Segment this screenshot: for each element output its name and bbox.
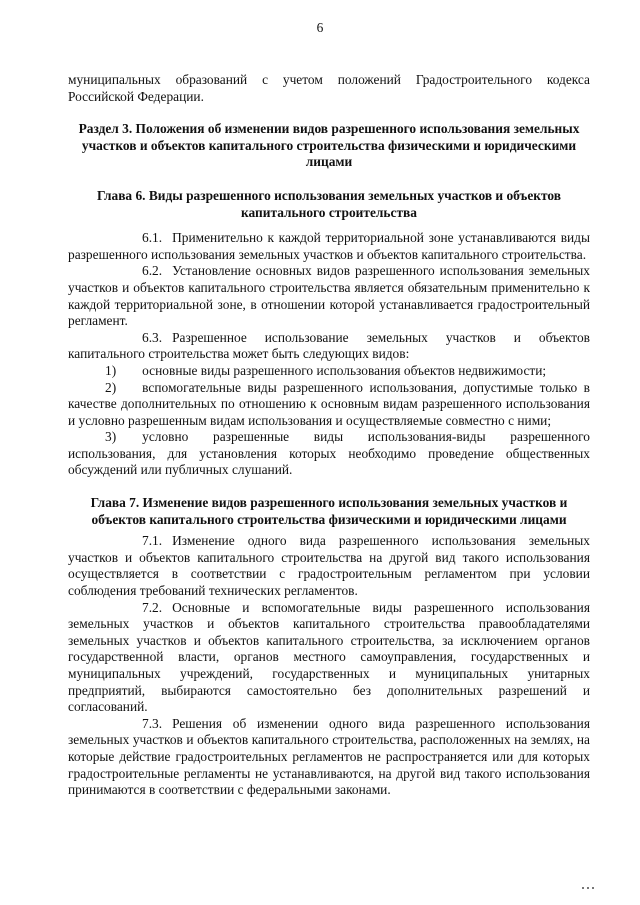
clause-7-3 [68, 716, 590, 799]
clause-number: 7.1. [142, 533, 163, 549]
clause-text: Решения об изменении одного вида разрешенного использования земельных участков и объектов капитального строительства, расположенных на землях, на которые действие градостроительных регламентов не распространяется или для которых градостроительные регламенты не устанавливаются, на другой вид такого использования принимаются в соответствии с федеральными законами. [68, 715, 590, 798]
clause-number: 6.1. [142, 230, 163, 246]
clause-7-2 [68, 600, 590, 716]
intro-paragraph: муниципальных образований с учетом положений Градостроительного кодекса Российской Федерации. [68, 72, 590, 104]
list-number: 2) [105, 379, 117, 395]
clause-number: 6.3. [142, 329, 163, 345]
list-item-1 [68, 363, 590, 380]
clause-6-3 [68, 330, 590, 363]
clause-7-1 [68, 533, 590, 599]
chapter-7-title: Глава 7. Изменение видов разрешенного использования земельных участков и объектов капитального строительства физическими и юридическими лицами [90, 495, 568, 527]
section-title: Раздел 3. Положения об изменении видов разрешенного использования земельных участков и объектов капитального строительства физическими и юридическими лицами [78, 121, 580, 170]
list-text: вспомогательные виды разрешенного использования, допустимые только в качестве дополнительных по отношению к основным видам разрешенного использования и условно разрешенным видам использования и осуществляемые совместно с ними; [68, 379, 590, 428]
clause-number: 6.2. [142, 263, 163, 279]
scan-mark-icon [582, 886, 594, 890]
list-text: условно разрешенные виды использования-виды разрешенного использования, для установления которых необходимо проведение общественных обсуждений или публичных слушаний. [68, 429, 590, 478]
list-number: 1) [105, 362, 117, 378]
document-body [68, 72, 590, 799]
clause-6-2 [68, 263, 590, 329]
page-number: 6 [316, 20, 324, 35]
chapter-6-title: Глава 6. Виды разрешенного использования земельных участков и объектов капитального строительства [96, 187, 561, 220]
clause-6-1 [68, 230, 590, 263]
clause-number: 7.2. [142, 599, 163, 615]
clause-text: Изменение одного вида разрешенного использования земельных участков и объектов капитального строительства на другой вид такого использования осуществляется в соответствии с градостроительным регламентом при условии соблюдения требований технических регламентов. [68, 533, 590, 599]
list-number: 3) [105, 429, 117, 445]
clause-text: Установление основных видов разрешенного использования земельных участков и объектов капитального строительства является обязательным применительно к каждой территориальной зоне, в отношении которой устанавливается градостроительный регламент. [68, 263, 590, 329]
list-item-3 [68, 429, 590, 479]
clause-number: 7.3. [142, 715, 163, 731]
clause-text: Разрешенное использование земельных участков и объектов капитального строительства может быть следующих видов: [68, 329, 590, 362]
list-item-2 [68, 380, 590, 430]
clause-text: Основные и вспомогательные виды разрешенного использования земельных участков и объектов капитального строительства правообладателями земельных участков и объектов капитального строительства, за исключением органов государственной власти, органов местного самоуправления, государственных и муниципальных учреждений, государственных и муниципальных унитарных предприятий, выбираются самостоятельно без дополнительных разрешений и согласований. [68, 599, 590, 715]
clause-text: Применительно к каждой территориальной зоне устанавливаются виды разрешенного использования земельных участков и объектов капитального строительства. [68, 230, 590, 262]
list-text: основные виды разрешенного использования объектов недвижимости; [142, 362, 547, 378]
